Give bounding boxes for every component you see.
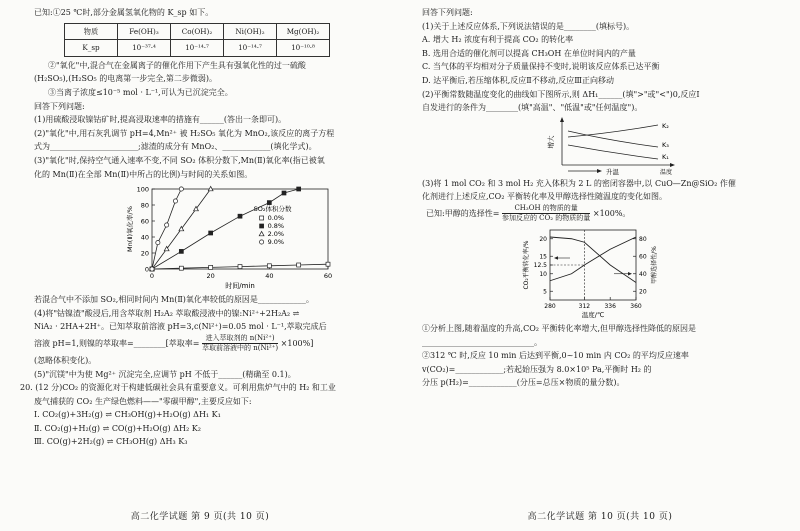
legend-title: SO₂体积分数 <box>253 205 292 214</box>
data-point <box>297 263 301 267</box>
data-point <box>260 224 264 228</box>
y-axis-label: Mn(Ⅱ)氧化率/% <box>126 206 134 253</box>
ksp-header-cell: Fe(OH)₃ <box>118 23 171 40</box>
ksp-header-cell: Co(OH)₂ <box>171 23 224 40</box>
x-tick-label: 336 <box>604 302 616 310</box>
x-tick-label: 20 <box>206 272 215 281</box>
x-tick-label: 40 <box>265 272 274 281</box>
data-point <box>260 216 264 220</box>
y-tick-label: 80 <box>140 201 149 210</box>
option-b: B. 选用合适的催化剂可以提高 CH₃OH 在单位时间内的产量 <box>422 48 636 58</box>
data-point <box>150 267 154 271</box>
question-2: (2)"氧化"中,用石灰乳调节 pH=4,Mn²⁺ 被 H₂SO₅ 氧化为 MnO₂,该反应的离子方程 <box>34 128 335 138</box>
extraction-fraction <box>202 334 278 353</box>
y-tick-label: 20 <box>140 249 149 258</box>
ksp-value-cell: 10⁻³⁷·⁴ <box>118 40 171 57</box>
y-axis-label: 增大 <box>547 135 555 149</box>
x-axis-arrow <box>670 163 675 167</box>
data-point <box>260 240 264 244</box>
selectivity-tail: ×100%。 <box>592 208 631 218</box>
data-point <box>209 231 213 235</box>
y-right-axis-label: 甲醇选择性/% <box>651 246 658 284</box>
x-axis-tail: 温度 <box>660 168 673 176</box>
right-arrow-head <box>628 272 632 276</box>
k-temperature-chart-svg <box>422 115 774 177</box>
question-5: (5)"沉镁"中为使 Mg²⁺ 沉淀完全,应调节 pH 不低于______(精确至 0.1)。 <box>34 369 296 379</box>
question-r2-cont: 自发进行的条件为________(填"高温"、"低温"或"任何温度")。 <box>422 103 643 113</box>
ksp-value-row <box>65 40 330 57</box>
text-line: NiA₂ · 2HA+2H⁺。已知萃取前溶液 pH=3,c(Ni²⁺)=0.05 mol · L⁻¹,萃取完成后 <box>34 322 327 332</box>
ksp-header-cell: Mg(OH)₂ <box>277 23 330 40</box>
data-point <box>165 223 169 227</box>
page-9-footer: 高二化学试题 第 9 页(共 10 页) <box>130 512 270 523</box>
y-left-tick-label: 20 <box>539 235 547 243</box>
data-point <box>238 265 242 269</box>
ksp-value-cell: 10⁻¹⁴·⁷ <box>171 40 224 57</box>
ksp-value-cell: 10⁻¹⁴·⁷ <box>224 40 277 57</box>
text-line: 回答下列问题: <box>422 8 473 17</box>
k-curve <box>568 145 658 159</box>
selectivity-text: 已知:甲醇的选择性= <box>426 208 500 218</box>
conversion-chart <box>422 224 774 322</box>
y-right-tick-label: 60 <box>639 253 647 261</box>
legend-entry: 0.8% <box>267 222 285 231</box>
page-10-content <box>422 6 774 390</box>
option-d: D. 达平衡后,若压缩体积,反应Ⅱ不移动,反应Ⅲ正向移动 <box>422 75 614 85</box>
fraction-denominator: 萃取前溶液中的 n(Ni²⁺) <box>202 344 279 353</box>
x-tick-label: 360 <box>630 302 642 310</box>
page-9-content <box>20 6 382 449</box>
mn-oxidation-chart <box>34 181 382 293</box>
x-axis-label: 温度/℃ <box>581 310 605 319</box>
x-tick-label: 312 <box>578 302 591 310</box>
k-curve <box>568 131 658 147</box>
y-tick-label: 40 <box>140 233 149 242</box>
text-line: (H₂SO₅),(H₂SO₅ 的电离第一步完全,第二步微弱)。 <box>34 74 217 84</box>
question-20: 20. (12 分)CO₂ 的资源化对于构建低碳社会具有重要意义。可利用焦炉气中的 H₂ 和工业 <box>20 383 336 393</box>
option-c: C. 当气体的平均相对分子质量保持不变时,说明该反应体系已达平衡 <box>422 62 660 72</box>
k-curve-label: K₃ <box>662 140 669 149</box>
data-point <box>179 250 183 254</box>
text-line: 回答下列问题: <box>34 101 85 111</box>
x-axis-label: 升温 <box>606 167 619 176</box>
data-point <box>326 262 330 266</box>
x-axis-label: 时间/min <box>225 282 255 291</box>
x-tick-label: 60 <box>323 272 333 281</box>
data-point <box>267 201 271 205</box>
mn-oxidation-chart-svg <box>34 181 364 293</box>
ksp-table <box>64 23 330 57</box>
x-tick-label: 280 <box>544 302 556 310</box>
extraction-line <box>34 334 382 354</box>
question-r3-2: ②312 ℃ 时,反应 10 min 后达到平衡,0~10 min 内 CO₂ 的平均反应速率 <box>422 351 689 361</box>
selectivity-line <box>422 204 774 224</box>
k-curve <box>568 125 658 137</box>
y-left-tick-label: 10 <box>539 270 547 278</box>
intro-line: 已知:①25 ℃时,部分金属氢氧化物的 K_sp 如下。 <box>34 8 214 17</box>
legend-entry: 9.0% <box>267 238 285 247</box>
question-r3-cont: 化剂进行上述反应,CO₂ 平衡转化率及甲醇选择性随温度的变化如图。 <box>422 192 667 202</box>
k-temperature-chart <box>422 115 774 177</box>
question-3: (3)"氧化"时,保持空气通入速率不变,不同 SO₂ 体积分数下,Mn(Ⅱ)氧化率(指已被氧 <box>34 155 325 165</box>
data-point <box>179 266 183 270</box>
page-10-footer: 高二化学试题 第 10 页(共 10 页) <box>527 512 673 523</box>
legend-entry: 2.0% <box>267 230 285 239</box>
ksp-header-cell: 物质 <box>65 23 118 40</box>
page-10 <box>400 0 800 531</box>
question-r3-1: ①分析上图,随着温度的升高,CO₂ 平衡转化率增大,但甲醇选择性降低的原因是 <box>422 323 697 333</box>
fraction-tail: ×100%] <box>280 338 314 348</box>
question-r2: (2)平衡常数随温度变化的曲线如下图所示,则 ΔH₁______(填">"或"<")0,反应Ⅰ <box>422 89 700 99</box>
fraction-numerator: 进入萃取剂的 n(Ni²⁺) <box>202 334 278 344</box>
question-3-cont: 化的 Mn(Ⅱ)在全部 Mn(Ⅱ)中所占的比例)与时间的关系如图。 <box>34 169 253 179</box>
data-point <box>156 241 160 245</box>
text-line: (忽略体积变化)。 <box>34 355 97 365</box>
plot-frame <box>550 230 636 300</box>
data-point <box>238 214 242 218</box>
k-curve-label: K₂ <box>662 121 669 130</box>
legend-entry: 0.0% <box>267 214 285 223</box>
text-line: ②"氧化"中,混合气在金属离子的催化作用下产生具有强氧化性的过一硫酸 <box>48 60 306 70</box>
text-line: 废气捕获的 CO₂ 生产绿色燃料——"零碳甲醇",主要反应如下: <box>34 396 252 406</box>
data-point <box>209 266 213 270</box>
text-line: 分压 p(H₂)=____________(分压=总压×物质的量分数)。 <box>422 378 625 388</box>
plot-frame <box>152 189 328 269</box>
ksp-value-cell: 10⁻¹⁰·⁸ <box>277 40 330 57</box>
option-a: A. 增大 H₂ 浓度有利于提高 CO₂ 的转化率 <box>422 35 574 45</box>
data-point <box>297 187 301 191</box>
reaction-1: Ⅰ. CO₂(g)+3H₂(g) ⇌ CH₃OH(g)+H₂O(g) ΔH₁ K₁ <box>34 410 221 420</box>
y-left-tick-label: 15 <box>539 253 547 261</box>
y-right-tick-label: 20 <box>639 288 647 296</box>
left-arrow-head <box>554 256 558 260</box>
y-tick-label: 0 <box>144 265 149 274</box>
selectivity-fraction <box>502 204 590 223</box>
text-line: 若混合气中不添加 SO₂,相同时间内 Mn(Ⅱ)氧化率较低的原因是____________。 <box>34 295 314 305</box>
ksp-header-row <box>65 23 330 40</box>
k-curve-label: K₁ <box>662 152 669 161</box>
y-left-tick-label: 12.5 <box>533 262 547 270</box>
text-line: ____________________________。 <box>422 337 542 347</box>
y-left-tick-label: 5 <box>543 288 547 296</box>
y-tick-label: 100 <box>136 185 149 194</box>
text-line: ③当离子浓度≤10⁻⁵ mol · L⁻¹,可认为已沉淀完全。 <box>48 87 233 97</box>
extraction-text: 溶液 pH=1,则镍的萃取率=________[萃取率= <box>34 338 200 348</box>
data-point <box>173 199 177 203</box>
text-line: v(CO₂)=____________;若起始压强为 8.0×10⁵ Pa,平衡时 H₂ 的 <box>422 364 652 374</box>
conversion-chart-svg <box>422 224 774 322</box>
fraction-denominator: 参加反应的 CO₂ 的物质的量 <box>501 214 591 223</box>
ksp-row-label: K_sp <box>65 40 118 57</box>
fraction-numerator: CH₃OH 的物质的量 <box>502 204 590 214</box>
y-tick-label: 60 <box>140 217 149 226</box>
x-tick-label: 0 <box>149 272 155 281</box>
data-point <box>282 191 286 195</box>
y-right-tick-label: 40 <box>639 270 647 278</box>
question-1: (1)用硫酸浸取镍钴矿时,提高浸取速率的措施有______(答出一条即可)。 <box>34 115 287 125</box>
y-right-tick-label: 80 <box>639 235 647 243</box>
data-point <box>267 264 271 268</box>
ksp-header-cell: Ni(OH)₂ <box>224 23 277 40</box>
question-r1: (1)关于上述反应体系,下列说法错误的是________(填标号)。 <box>422 21 635 31</box>
data-point <box>179 187 183 191</box>
data-point <box>259 232 264 236</box>
reaction-2: Ⅱ. CO₂(g)+H₂(g) ⇌ CO(g)+H₂O(g) ΔH₂ K₂ <box>34 423 201 433</box>
reaction-3: Ⅲ. CO(g)+2H₂(g) ⇌ CH₃OH(g) ΔH₃ K₃ <box>34 437 188 447</box>
y-left-axis-label: CO₂平衡转化率/% <box>523 240 530 290</box>
x-arrow-head <box>597 169 602 173</box>
question-4: (4)将"钴镍渣"酸浸后,用含萃取剂 H₂A₂ 萃取酸浸液中的镍:Ni²⁺+2H₂A₂ ⇌ <box>34 308 300 318</box>
question-r3: (3)将 1 mol CO₂ 和 3 mol H₂ 充入体积为 2 L 的密闭容器中,以 CuO—Zn@SiO₂ 作催 <box>422 178 736 188</box>
y-axis-arrow <box>560 117 564 122</box>
question-2-cont: 式为______________________;滤渣的成分有 MnO₂、____________(填化学式)。 <box>34 142 317 152</box>
